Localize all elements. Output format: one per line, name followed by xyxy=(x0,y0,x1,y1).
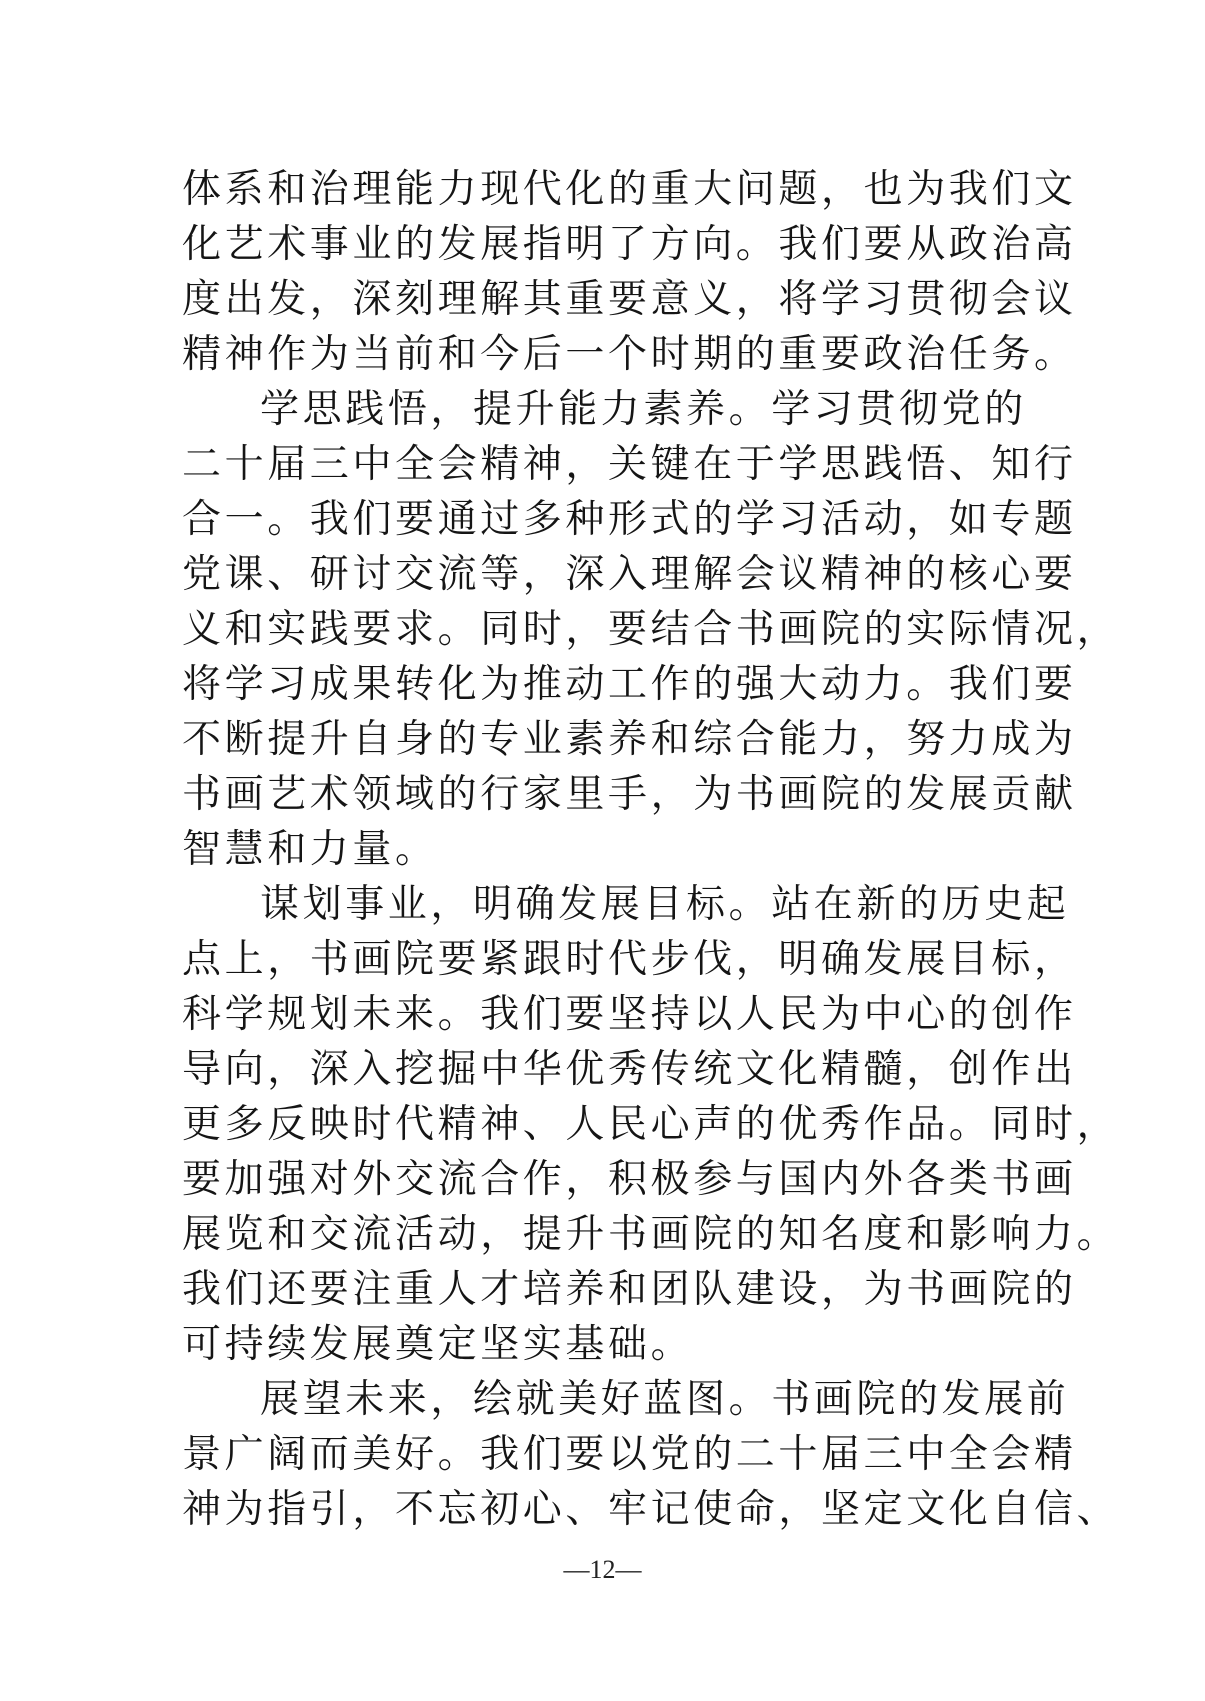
text-line: 化艺术事业的发展指明了方向。我们要从政治高 xyxy=(182,222,1077,267)
text-line: 点上，书画院要紧跟时代步伐，明确发展目标， xyxy=(182,937,1077,982)
text-line: 智慧和力量。 xyxy=(182,827,438,872)
text-line: 将学习成果转化为推动工作的强大动力。我们要 xyxy=(182,662,1077,707)
body-text xyxy=(182,162,1120,1537)
text-line: 合一。我们要通过多种形式的学习活动，如专题 xyxy=(182,497,1077,542)
text-line: 二十届三中全会精神，关键在于学思践悟、知行 xyxy=(182,442,1077,487)
paragraph-heading-line: 学思践悟，提升能力素养。学习贯彻党的 xyxy=(260,387,1027,432)
text-line: 不断提升自身的专业素养和综合能力，努力成为 xyxy=(182,717,1077,762)
paragraph-heading-line: 展望未来，绘就美好蓝图。书画院的发展前 xyxy=(260,1377,1070,1422)
text-line: 可持续发展奠定坚实基础。 xyxy=(182,1322,694,1367)
text-line: 精神作为当前和今后一个时期的重要政治任务。 xyxy=(182,332,1077,377)
text-line: 导向，深入挖掘中华优秀传统文化精髓，创作出 xyxy=(182,1047,1077,1092)
text-line: 党课、研讨交流等，深入理解会议精神的核心要 xyxy=(182,552,1077,597)
paragraph-heading-line: 谋划事业，明确发展目标。站在新的历史起 xyxy=(260,882,1070,927)
text-line: 科学规划未来。我们要坚持以人民为中心的创作 xyxy=(182,992,1077,1037)
text-line: 体系和治理能力现代化的重大问题，也为我们文 xyxy=(182,167,1077,212)
text-line: 展览和交流活动，提升书画院的知名度和影响力。 xyxy=(182,1212,1120,1257)
text-line: 书画艺术领域的行家里手，为书画院的发展贡献 xyxy=(182,772,1077,817)
text-line: 更多反映时代精神、人民心声的优秀作品。同时， xyxy=(182,1102,1120,1147)
text-line: 度出发，深刻理解其重要意义，将学习贯彻会议 xyxy=(182,277,1077,322)
page-number: —12— xyxy=(563,1555,642,1584)
text-line: 景广阔而美好。我们要以党的二十届三中全会精 xyxy=(182,1432,1077,1477)
text-line: 我们还要注重人才培养和团队建设，为书画院的 xyxy=(182,1267,1077,1312)
text-line: 要加强对外交流合作，积极参与国内外各类书画 xyxy=(182,1157,1077,1202)
text-line: 义和实践要求。同时，要结合书画院的实际情况， xyxy=(182,607,1120,652)
text-line: 神为指引，不忘初心、牢记使命，坚定文化自信、 xyxy=(182,1487,1120,1532)
